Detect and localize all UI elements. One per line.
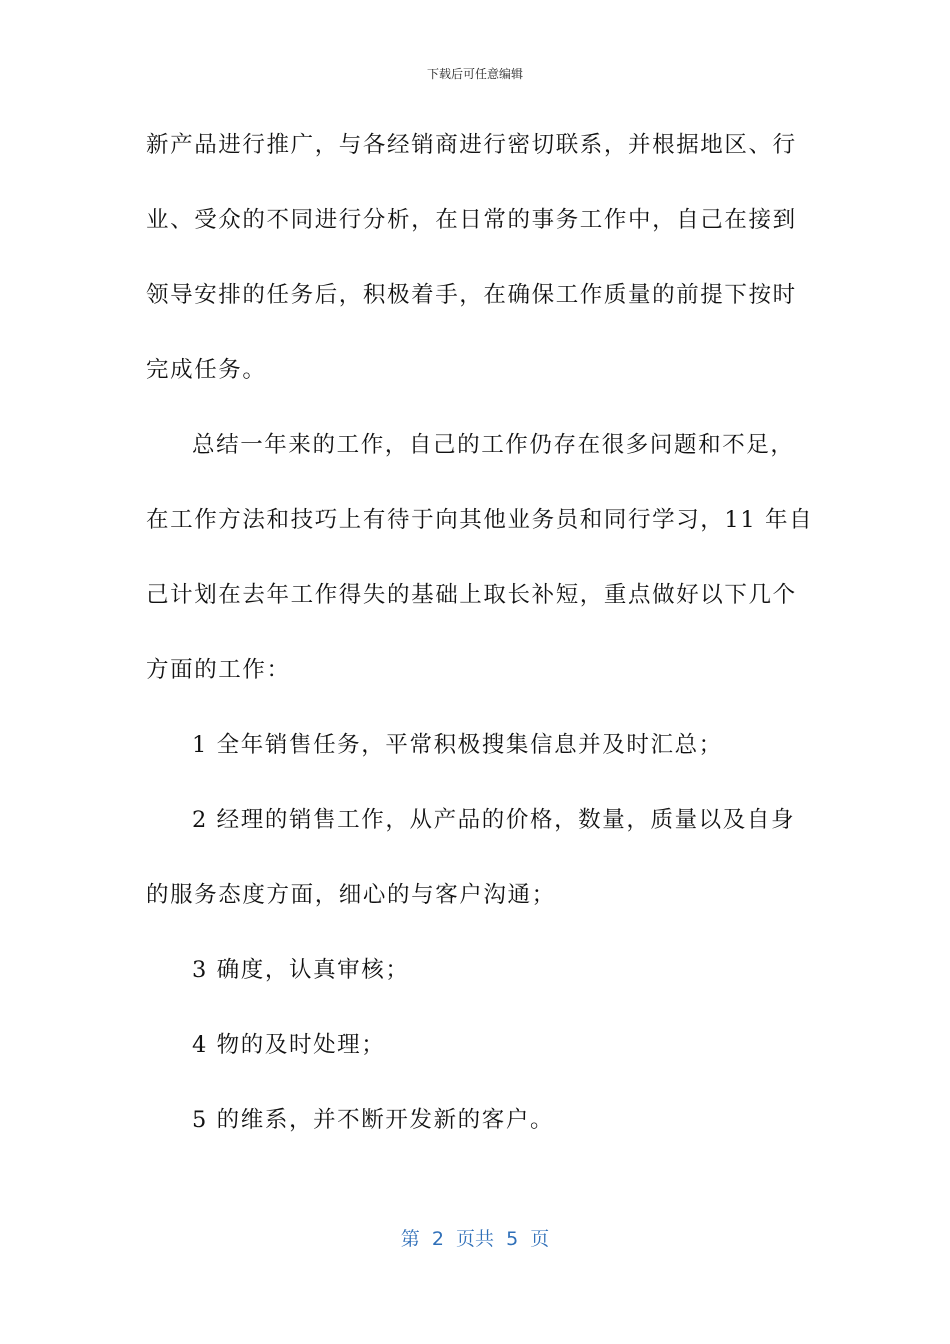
list-item: 3 确度，认真审核； (192, 957, 410, 983)
list-item-continuation: 的服务态度方面，细心的与客户沟通； (146, 882, 556, 908)
paragraph-line: 总结一年来的工作，自己的工作仍存在很多问题和不足， (192, 432, 795, 458)
page-number-footer: 第 2 页共 5 页 (400, 1228, 550, 1250)
paragraph-line: 方面的工作： (146, 657, 291, 683)
list-item: 4 物的及时处理； (192, 1032, 386, 1058)
paragraph-line: 己计划在去年工作得失的基础上取长补短，重点做好以下几个 (146, 582, 797, 608)
list-item: 1 全年销售任务，平常积极搜集信息并及时汇总； (192, 732, 723, 758)
paragraph-line: 领导安排的任务后，积极着手，在确保工作质量的前提下按时 (146, 282, 797, 308)
list-item: 2 经理的销售工作，从产品的价格，数量，质量以及自身 (192, 807, 796, 833)
page-header-note: 下载后可任意编辑 (426, 67, 523, 81)
paragraph-line: 完成任务。 (146, 357, 267, 383)
paragraph-line: 新产品进行推广，与各经销商进行密切联系，并根据地区、行 (146, 132, 797, 158)
paragraph-line: 在工作方法和技巧上有待于向其他业务员和同行学习，11 年自 (146, 507, 814, 533)
paragraph-line: 业、受众的不同进行分析，在日常的事务工作中，自己在接到 (146, 207, 797, 233)
list-item: 5 的维系，并不断开发新的客户。 (192, 1107, 555, 1133)
